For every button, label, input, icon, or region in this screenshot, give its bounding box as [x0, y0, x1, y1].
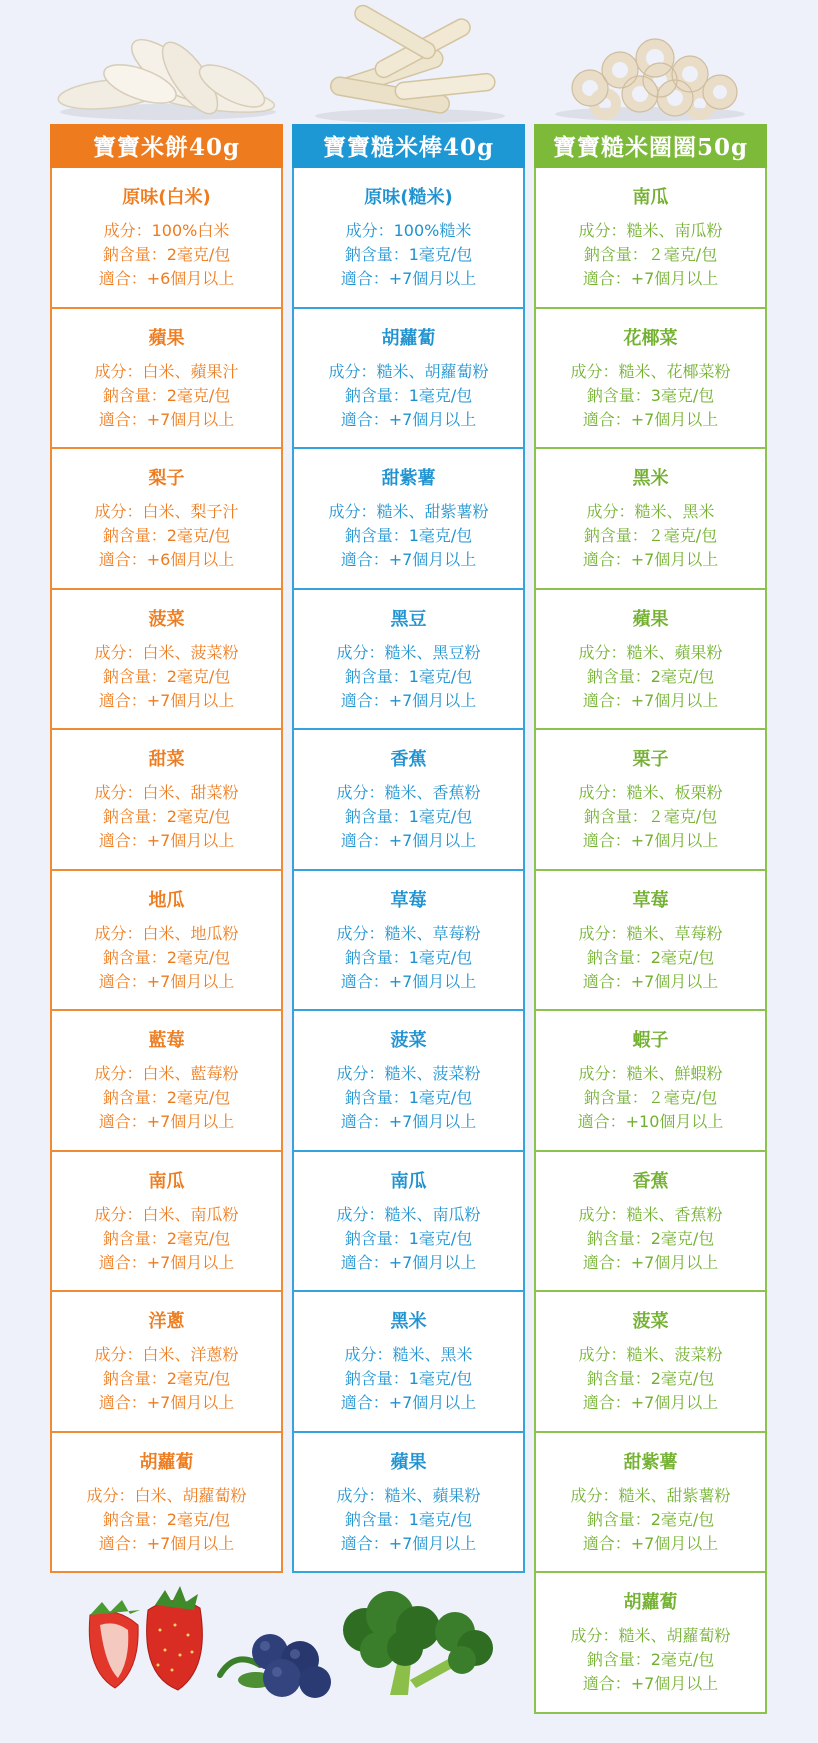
- product-card: [50, 168, 283, 309]
- age-text: 適合：+7個月以上: [582, 1393, 719, 1412]
- age-text: 適合：+7個月以上: [98, 1252, 235, 1272]
- ingredient-text: 成分：糙米、菠菜粉: [336, 1064, 481, 1083]
- sodium-text: 鈉含量：1毫克/包: [344, 1509, 473, 1529]
- sodium-text: 鈉含量：2毫克/包: [586, 1369, 715, 1388]
- age-text: 適合：+7個月以上: [340, 1533, 477, 1553]
- age-text: 適合：+7個月以上: [582, 831, 719, 850]
- flavor-name: 菠菜: [390, 1030, 427, 1051]
- ingredient-text: 成分：白米、梨子汁: [94, 502, 239, 521]
- product-card: [292, 309, 525, 450]
- flavor-name: 黑米: [390, 1311, 427, 1332]
- flavor-name: 蘋果: [632, 608, 669, 630]
- ingredient-text: 成分：糙米、蘋果粉: [336, 1485, 481, 1505]
- product-card: [534, 1292, 767, 1433]
- product-card: [534, 449, 767, 590]
- sodium-text: 鈉含量：1毫克/包: [344, 666, 473, 686]
- sodium-text: 鈉含量：2毫克/包: [102, 807, 231, 826]
- product-card: [292, 730, 525, 871]
- ingredient-text: 成分：白米、菠菜粉: [94, 642, 239, 662]
- flavor-name: 原味(白米): [122, 187, 211, 208]
- age-text: 適合：+7個月以上: [582, 1533, 719, 1553]
- age-text: 適合：+10個月以上: [577, 1112, 724, 1131]
- broccoli-image: [343, 1591, 493, 1695]
- age-text: 適合：+7個月以上: [340, 831, 477, 850]
- sodium-text: 鈉含量：2毫克/包: [102, 947, 231, 967]
- product-card: [534, 871, 767, 1012]
- sodium-text: 鈉含量：2毫克/包: [586, 1228, 715, 1248]
- sodium-text: 鈉含量：2毫克/包: [586, 947, 715, 967]
- product-card: [50, 730, 283, 871]
- ingredient-text: 成分：糙米、南瓜粉: [336, 1204, 481, 1224]
- sodium-text: 鈉含量：2毫克/包: [102, 1088, 231, 1107]
- age-text: 適合：+7個月以上: [582, 1674, 719, 1693]
- age-text: 適合：+7個月以上: [340, 690, 477, 710]
- product-list: [292, 168, 525, 1573]
- sodium-text: 鈉含量：２毫克/包: [583, 526, 718, 545]
- age-text: 適合：+7個月以上: [98, 1393, 235, 1412]
- ingredient-text: 成分：糙米、甜紫薯粉: [570, 1485, 731, 1505]
- product-card: [534, 1152, 767, 1293]
- age-text: 適合：+7個月以上: [98, 1112, 235, 1131]
- product-card: [534, 1433, 767, 1574]
- age-text: 適合：+7個月以上: [582, 269, 719, 288]
- age-text: 適合：+7個月以上: [340, 550, 477, 569]
- flavor-name: 藍莓: [148, 1030, 185, 1051]
- sodium-text: 鈉含量：2毫克/包: [102, 526, 231, 545]
- ingredient-text: 成分：糙米、黑豆粉: [336, 642, 481, 662]
- product-card: [50, 871, 283, 1012]
- product-images: [0, 0, 818, 125]
- flavor-name: 香蕉: [632, 1170, 669, 1192]
- age-text: 適合：+7個月以上: [340, 1393, 477, 1412]
- sodium-text: 鈉含量：3毫克/包: [586, 385, 715, 405]
- sodium-text: 鈉含量：２毫克/包: [583, 245, 718, 264]
- ingredient-text: 成分：糙米、草莓粉: [578, 923, 723, 943]
- column-title: 寶寶糙米圈圈50g: [534, 124, 767, 168]
- ingredient-text: 成分：糙米、鮮蝦粉: [578, 1064, 723, 1083]
- age-text: 適合：+7個月以上: [98, 831, 235, 850]
- product-list: [534, 168, 767, 1714]
- product-card: [534, 590, 767, 731]
- ingredient-text: 成分：糙米、花椰菜粉: [570, 361, 731, 381]
- sodium-text: 鈉含量：2毫克/包: [102, 1369, 231, 1388]
- ingredient-text: 成分：糙米、胡蘿蔔粉: [570, 1626, 731, 1645]
- ingredient-text: 成分：白米、甜菜粉: [94, 783, 239, 802]
- age-text: 適合：+7個月以上: [340, 1252, 477, 1272]
- sodium-text: 鈉含量：2毫克/包: [586, 1509, 715, 1529]
- flavor-name: 胡蘿蔔: [623, 1592, 678, 1613]
- product-card: [534, 309, 767, 450]
- flavor-name: 菠菜: [148, 608, 185, 630]
- sodium-text: 鈉含量：2毫克/包: [586, 666, 715, 686]
- flavor-name: 地瓜: [148, 889, 185, 911]
- age-text: 適合：+7個月以上: [582, 550, 719, 569]
- ingredient-text: 成分：白米、蘋果汁: [94, 361, 239, 381]
- age-text: 適合：+7個月以上: [340, 269, 477, 288]
- age-text: 適合：+6個月以上: [98, 269, 235, 288]
- flavor-name: 原味(糙米): [364, 187, 453, 208]
- sodium-text: 鈉含量：2毫克/包: [102, 1509, 231, 1529]
- flavor-name: 菠菜: [632, 1311, 669, 1332]
- product-card: [50, 1152, 283, 1293]
- flavor-name: 梨子: [148, 468, 185, 489]
- product-card: [50, 1292, 283, 1433]
- fruit-images: [60, 1570, 500, 1700]
- flavor-name: 甜菜: [148, 749, 185, 770]
- sodium-text: 鈉含量：2毫克/包: [102, 385, 231, 405]
- ingredient-text: 成分：白米、藍莓粉: [94, 1064, 239, 1083]
- product-card: [534, 1011, 767, 1152]
- column-title: 寶寶糙米棒40g: [292, 124, 525, 168]
- ingredient-text: 成分：糙米、草莓粉: [336, 923, 481, 943]
- flavor-name: 甜紫薯: [623, 1451, 678, 1473]
- ingredient-text: 成分：白米、地瓜粉: [94, 923, 239, 943]
- product-card: [292, 1292, 525, 1433]
- ingredient-text: 成分：糙米、甜紫薯粉: [328, 502, 489, 521]
- sodium-text: 鈉含量：2毫克/包: [102, 1228, 231, 1248]
- flavor-name: 南瓜: [632, 187, 669, 208]
- sodium-text: 鈉含量：1毫克/包: [344, 1088, 473, 1107]
- strawberry-image: [89, 1586, 202, 1690]
- flavor-name: 黑豆: [390, 608, 427, 630]
- product-card: [50, 1433, 283, 1574]
- product-card: [292, 1152, 525, 1293]
- flavor-name: 草莓: [632, 889, 669, 911]
- age-text: 適合：+7個月以上: [582, 971, 719, 991]
- ingredient-text: 成分：糙米、南瓜粉: [578, 221, 723, 240]
- ingredient-text: 成分：糙米、菠菜粉: [578, 1345, 723, 1364]
- ingredient-text: 成分：糙米、香蕉粉: [578, 1204, 723, 1224]
- sodium-text: 鈉含量：1毫克/包: [344, 1369, 473, 1388]
- ingredient-text: 成分：糙米、蘋果粉: [578, 642, 723, 662]
- product-card: [534, 1573, 767, 1714]
- product-card: [292, 871, 525, 1012]
- age-text: 適合：+7個月以上: [98, 971, 235, 991]
- product-card: [534, 168, 767, 309]
- product-card: [292, 1011, 525, 1152]
- rice-cracker-image: [57, 30, 276, 122]
- rice-stick-image: [315, 3, 505, 123]
- product-card: [292, 590, 525, 731]
- age-text: 適合：+6個月以上: [98, 550, 235, 569]
- blueberry-image: [220, 1634, 331, 1698]
- product-card: [292, 1433, 525, 1574]
- ingredient-text: 成分：糙米、黑米: [344, 1345, 473, 1364]
- ingredient-text: 成分：白米、胡蘿蔔粉: [86, 1485, 247, 1505]
- age-text: 適合：+7個月以上: [98, 1533, 235, 1553]
- ingredient-text: 成分：糙米、胡蘿蔔粉: [328, 361, 489, 381]
- product-card: [292, 449, 525, 590]
- product-card: [50, 449, 283, 590]
- sodium-text: 鈉含量：1毫克/包: [344, 526, 473, 545]
- sodium-text: 鈉含量：1毫克/包: [344, 1228, 473, 1248]
- product-card: [50, 309, 283, 450]
- sodium-text: 鈉含量：1毫克/包: [344, 385, 473, 405]
- sodium-text: 鈉含量：2毫克/包: [102, 666, 231, 686]
- ingredient-text: 成分：100%糙米: [345, 221, 472, 240]
- product-card: [50, 590, 283, 731]
- sodium-text: 鈉含量：2毫克/包: [102, 245, 231, 264]
- column-rice-cracker: [50, 124, 283, 1573]
- product-card: [50, 1011, 283, 1152]
- product-card: [292, 168, 525, 309]
- product-card: [534, 730, 767, 871]
- flavor-name: 蘋果: [390, 1451, 427, 1473]
- column-brown-rice-ring: [534, 124, 767, 1714]
- sodium-text: 鈉含量：２毫克/包: [583, 807, 718, 826]
- age-text: 適合：+7個月以上: [582, 690, 719, 710]
- sodium-text: 鈉含量：1毫克/包: [344, 245, 473, 264]
- ingredient-text: 成分：糙米、香蕉粉: [336, 783, 481, 802]
- flavor-name: 南瓜: [390, 1170, 427, 1192]
- flavor-name: 香蕉: [390, 749, 427, 770]
- flavor-name: 栗子: [632, 749, 669, 770]
- flavor-name: 黑米: [632, 468, 669, 489]
- age-text: 適合：+7個月以上: [340, 971, 477, 991]
- flavor-name: 胡蘿蔔: [381, 327, 436, 349]
- age-text: 適合：+7個月以上: [340, 1112, 477, 1131]
- sodium-text: 鈉含量：2毫克/包: [586, 1650, 715, 1669]
- sodium-text: 鈉含量：1毫克/包: [344, 807, 473, 826]
- age-text: 適合：+7個月以上: [98, 690, 235, 710]
- flavor-name: 南瓜: [148, 1170, 185, 1192]
- flavor-name: 洋蔥: [148, 1311, 185, 1332]
- column-title: 寶寶米餅40g: [50, 124, 283, 168]
- flavor-name: 胡蘿蔔: [139, 1451, 194, 1473]
- flavor-name: 甜紫薯: [381, 468, 436, 489]
- age-text: 適合：+7個月以上: [582, 409, 719, 429]
- flavor-name: 蝦子: [632, 1030, 669, 1051]
- flavor-name: 蘋果: [148, 327, 185, 349]
- ingredient-text: 成分：糙米、板栗粉: [578, 783, 723, 802]
- ingredient-text: 成分：白米、洋蔥粉: [94, 1345, 239, 1364]
- product-list: [50, 168, 283, 1573]
- column-brown-rice-stick: [292, 124, 525, 1573]
- ingredient-text: 成分：100%白米: [103, 221, 230, 240]
- rice-ring-image: [555, 39, 745, 121]
- flavor-name: 花椰菜: [623, 327, 678, 349]
- ingredient-text: 成分：糙米、黑米: [586, 502, 715, 521]
- flavor-name: 草莓: [390, 889, 427, 911]
- sodium-text: 鈉含量：２毫克/包: [583, 1088, 718, 1107]
- age-text: 適合：+7個月以上: [340, 409, 477, 429]
- age-text: 適合：+7個月以上: [582, 1252, 719, 1272]
- sodium-text: 鈉含量：1毫克/包: [344, 947, 473, 967]
- ingredient-text: 成分：白米、南瓜粉: [94, 1204, 239, 1224]
- age-text: 適合：+7個月以上: [98, 409, 235, 429]
